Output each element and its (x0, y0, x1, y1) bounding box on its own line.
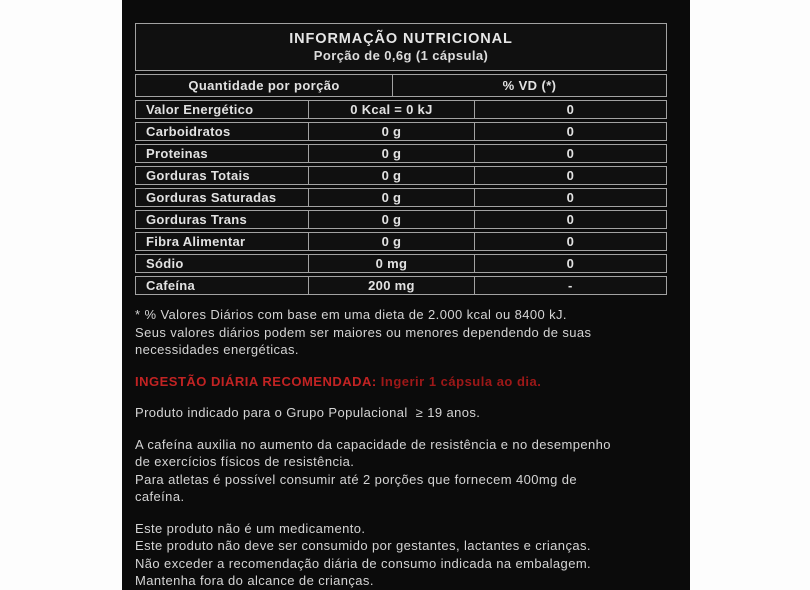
warning-line: Não exceder a recomendação diária de consumo indicada na embalagem. (135, 555, 592, 571)
recommended-intake (135, 373, 691, 391)
table-row (135, 254, 667, 273)
footnote-line: necessidades energéticas. (135, 342, 299, 357)
row-label: Valor Energético (146, 102, 254, 117)
row-dv: 0 (566, 212, 575, 227)
table-row (135, 276, 667, 295)
row-label: Gorduras Trans (146, 212, 248, 227)
caffeine-line: Para atletas é possível consumir até 2 porções que fornecem 400mg de (135, 471, 577, 487)
caffeine-info (135, 436, 691, 506)
warning-line: Mantenha fora do alcance de crianças. (135, 573, 374, 588)
row-label: Sódio (146, 256, 184, 271)
population-line: Produto indicado para o Grupo Populacional ≥ 19 anos. (135, 405, 481, 420)
row-dv: 0 (566, 190, 575, 205)
footnote-line: * % Valores Diários com base em uma dieta de 2.000 kcal ou 8400 kJ. (135, 307, 567, 322)
row-amount: 0 Kcal = 0 kJ (308, 101, 474, 118)
table-row (135, 210, 667, 229)
warning-line: Este produto não é um medicamento. (135, 520, 366, 536)
recommended-intake-text: Ingerir 1 cápsula ao dia. (380, 373, 542, 389)
table-row (135, 122, 667, 141)
nutrition-label-panel (122, 0, 690, 590)
row-label: Fibra Alimentar (146, 234, 246, 249)
table-row (135, 232, 667, 251)
row-dv: 0 (566, 256, 575, 271)
column-dv-header: % VD (*) (502, 78, 557, 93)
row-amount: 0 g (308, 167, 474, 184)
row-dv: 0 (566, 146, 575, 161)
table-title: INFORMAÇÃO NUTRICIONAL (289, 31, 513, 47)
row-amount: 0 g (308, 145, 474, 162)
table-row (135, 188, 667, 207)
warning-line: Este produto não deve ser consumido por gestantes, lactantes e crianças. (135, 538, 591, 553)
row-amount: 0 g (308, 211, 474, 228)
row-dv: 0 (566, 234, 575, 249)
row-label: Gorduras Totais (146, 168, 250, 183)
population-note (135, 404, 691, 422)
serving-size: Porção de 0,6g (1 cápsula) (313, 48, 489, 63)
label-notes (135, 306, 691, 590)
row-dv: 0 (566, 168, 575, 183)
row-amount: 0 g (308, 123, 474, 140)
nutrition-facts-table (135, 23, 667, 298)
row-amount: 200 mg (308, 277, 474, 294)
table-row (135, 144, 667, 163)
row-amount: 0 mg (308, 255, 474, 272)
row-amount: 0 g (308, 189, 474, 206)
row-label: Cafeína (146, 278, 196, 293)
caffeine-line: de exercícios físicos de resistência. (135, 454, 355, 469)
row-dv: 0 (566, 102, 575, 117)
caffeine-line: A cafeína auxilia no aumento da capacidade de resistência e no desempenho (135, 436, 611, 452)
row-dv: 0 (566, 124, 575, 139)
column-header-row (135, 74, 667, 97)
recommended-intake-heading: INGESTÃO DIÁRIA RECOMENDADA: (135, 373, 377, 389)
row-label: Carboidratos (146, 124, 231, 139)
table-header (135, 23, 667, 71)
daily-values-footnote (135, 306, 691, 359)
footnote-line: Seus valores diários podem ser maiores ou menores dependendo de suas (135, 324, 592, 340)
row-label: Gorduras Saturadas (146, 190, 277, 205)
column-quantity-header: Quantidade por porção (136, 75, 393, 96)
row-amount: 0 g (308, 233, 474, 250)
table-row (135, 166, 667, 185)
row-dv: - (568, 278, 573, 293)
table-row (135, 100, 667, 119)
warnings (135, 520, 691, 590)
caffeine-line: cafeína. (135, 489, 185, 504)
row-label: Proteinas (146, 146, 208, 161)
